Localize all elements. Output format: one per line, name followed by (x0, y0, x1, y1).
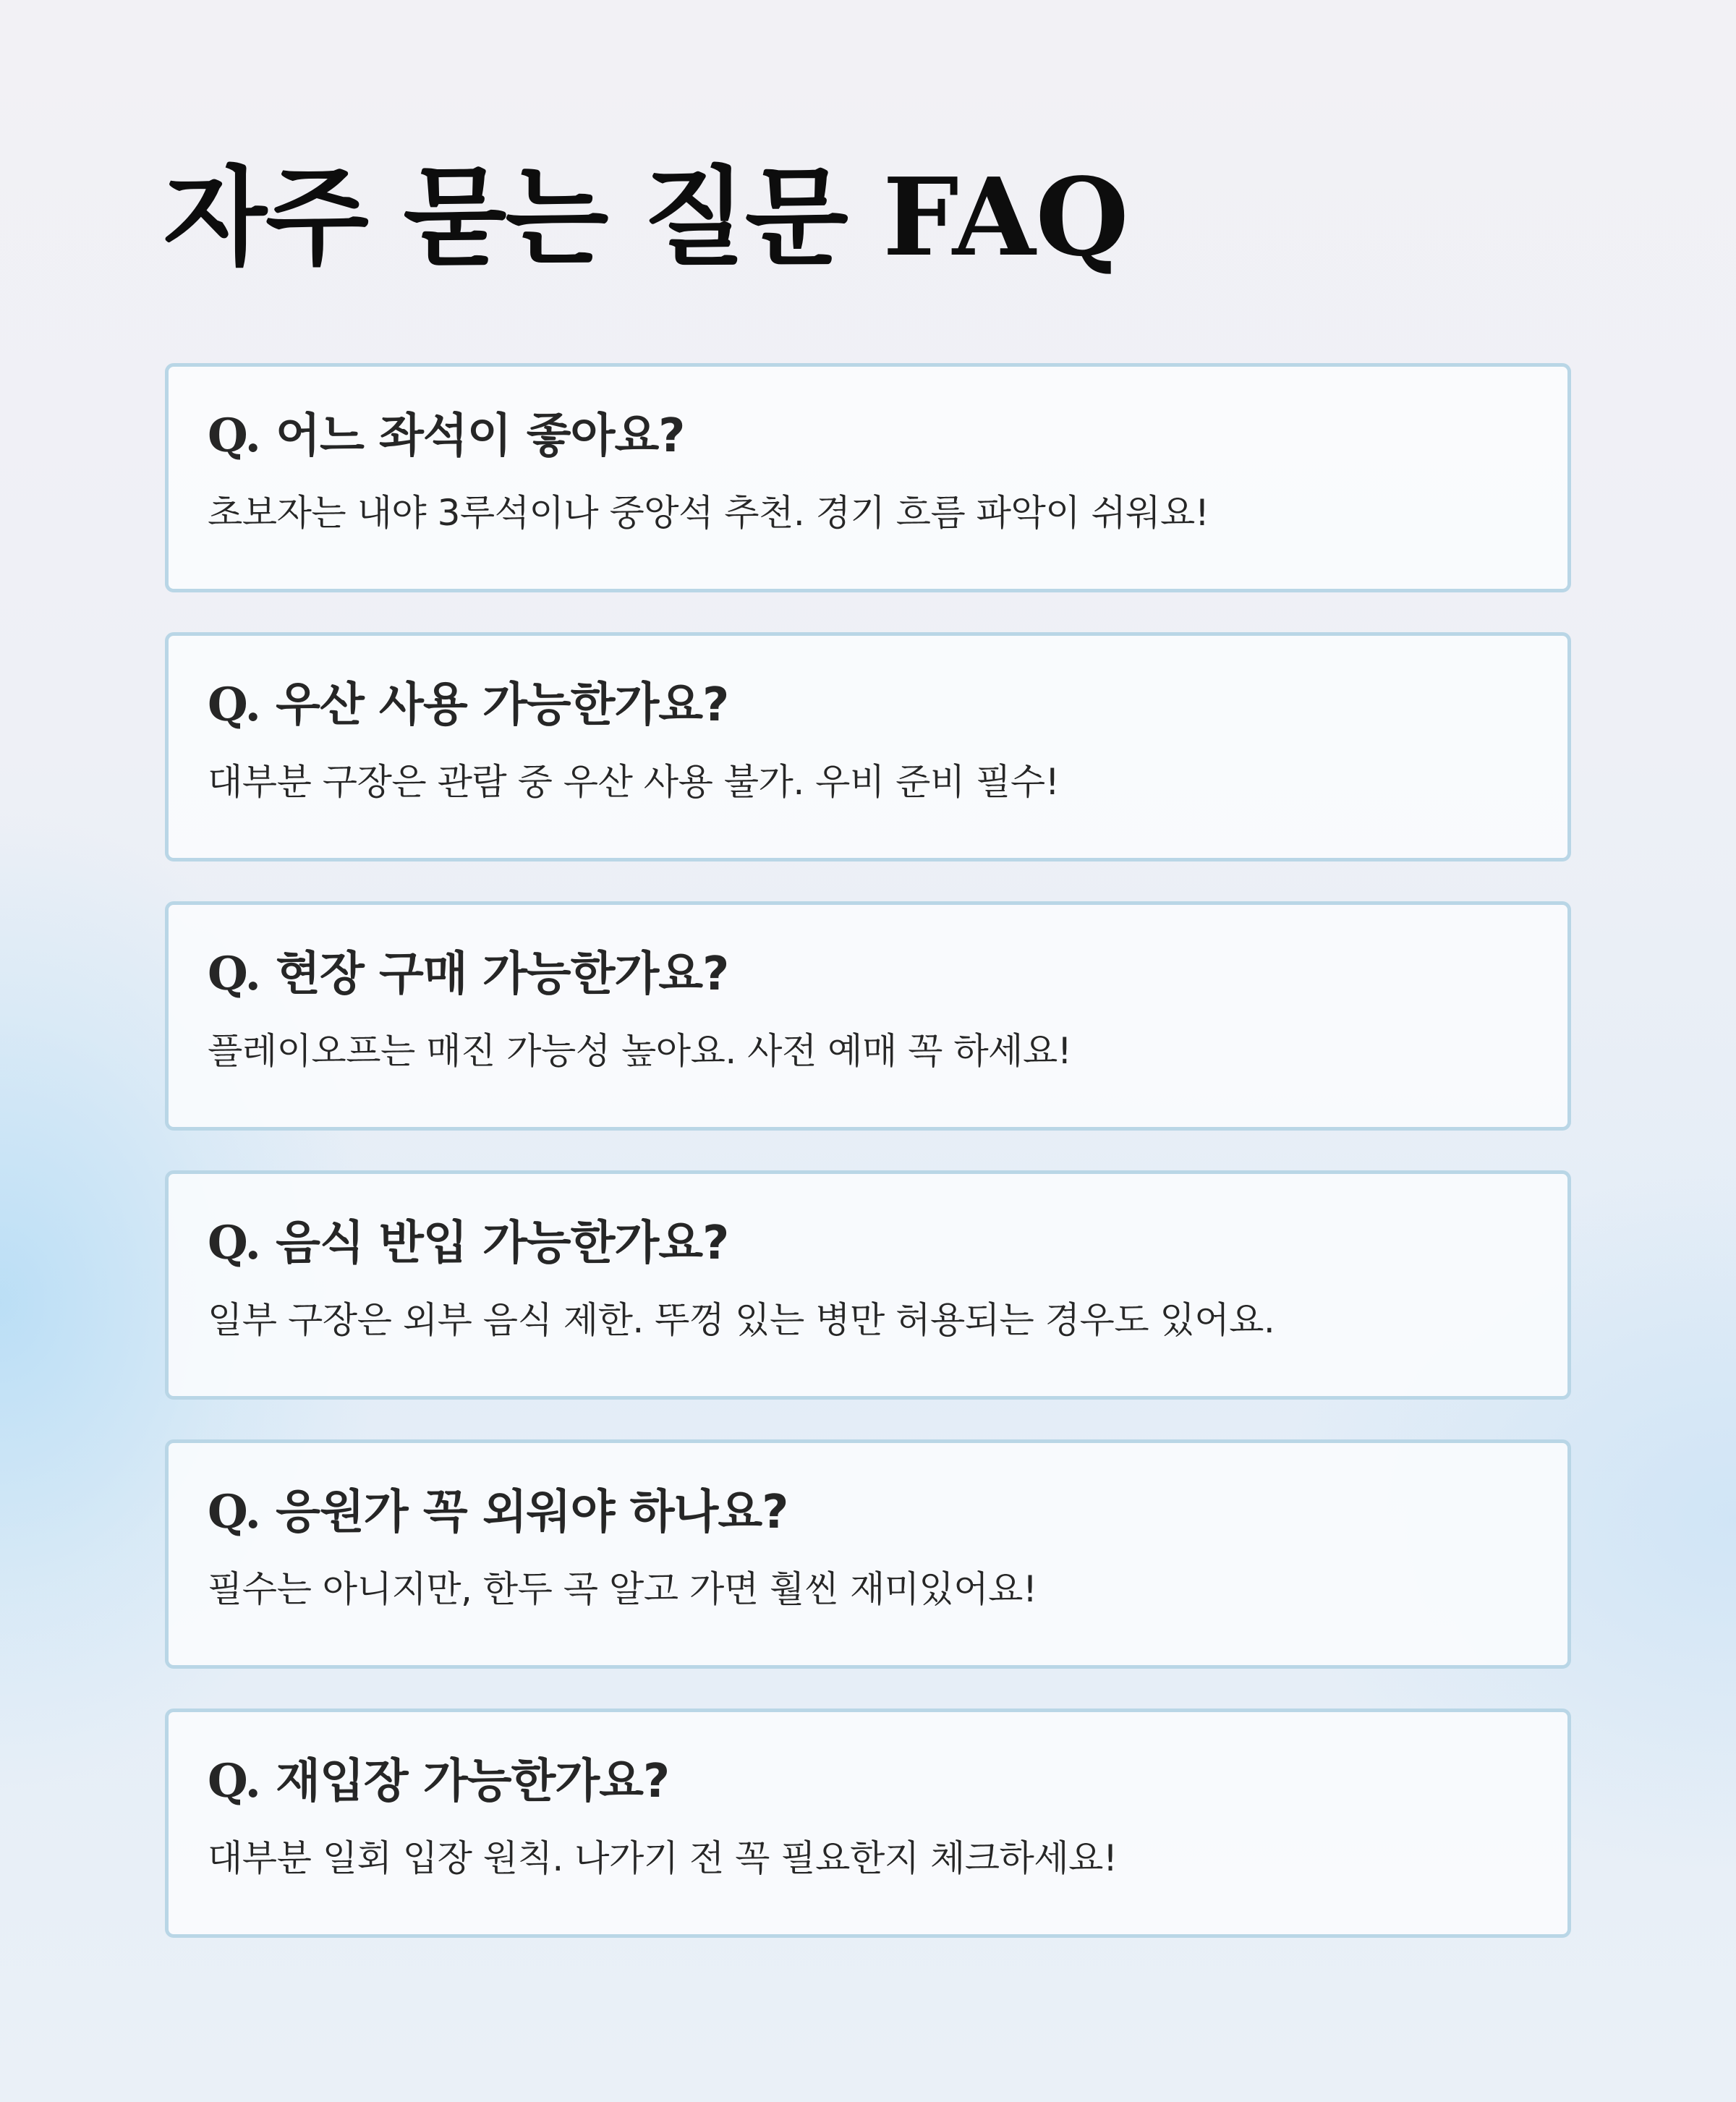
faq-answer: 일부 구장은 외부 음식 제한. 뚜껑 있는 병만 허용되는 경우도 있어요. (208, 1299, 1275, 1341)
faq-answer: 필수는 아니지만, 한두 곡 알고 가면 훨씬 재미있어요! (208, 1568, 1037, 1610)
faq-answer: 대부분 일회 입장 원칙. 나가기 전 꼭 필요한지 체크하세요! (208, 1837, 1118, 1879)
question-text: 음식 반입 가능한가요? (276, 1217, 729, 1270)
question-text: 우산 사용 가능한가요? (276, 678, 729, 732)
faq-answer: 초보자는 내야 3루석이나 중앙석 추천. 경기 흐름 파악이 쉬워요! (208, 492, 1209, 534)
question-prefix: Q. (208, 409, 260, 463)
question-prefix: Q. (208, 1216, 260, 1270)
faq-item-seats (165, 363, 1571, 592)
faq-list (165, 363, 1571, 1978)
faq-question (208, 404, 1528, 468)
faq-question (208, 943, 1528, 1006)
faq-question (208, 1212, 1528, 1275)
question-text: 현장 구매 가능한가요? (276, 948, 729, 1001)
question-text: 재입장 가능한가요? (276, 1755, 670, 1808)
faq-answer: 플레이오프는 매진 가능성 높아요. 사전 예매 꼭 하세요! (208, 1030, 1072, 1072)
page-title-latin: FAQ (882, 154, 1129, 280)
question-text: 어느 좌석이 좋아요? (276, 409, 685, 463)
faq-item-reentry (165, 1709, 1571, 1938)
faq-answer: 대부분 구장은 관람 중 우산 사용 불가. 우비 준비 필수! (208, 761, 1060, 803)
faq-question (208, 1481, 1528, 1544)
page-title-korean: 자주 묻는 질문 (163, 156, 847, 280)
faq-item-umbrella (165, 632, 1571, 861)
question-prefix: Q. (208, 1754, 260, 1808)
faq-item-cheer-songs (165, 1439, 1571, 1669)
faq-item-food (165, 1170, 1571, 1400)
question-prefix: Q. (208, 678, 260, 732)
page-title (163, 154, 1129, 280)
faq-question (208, 673, 1528, 737)
question-prefix: Q. (208, 947, 260, 1001)
faq-question (208, 1750, 1528, 1813)
question-text: 응원가 꼭 외워야 하나요? (276, 1486, 788, 1539)
faq-item-onsite-purchase (165, 901, 1571, 1131)
question-prefix: Q. (208, 1485, 260, 1539)
